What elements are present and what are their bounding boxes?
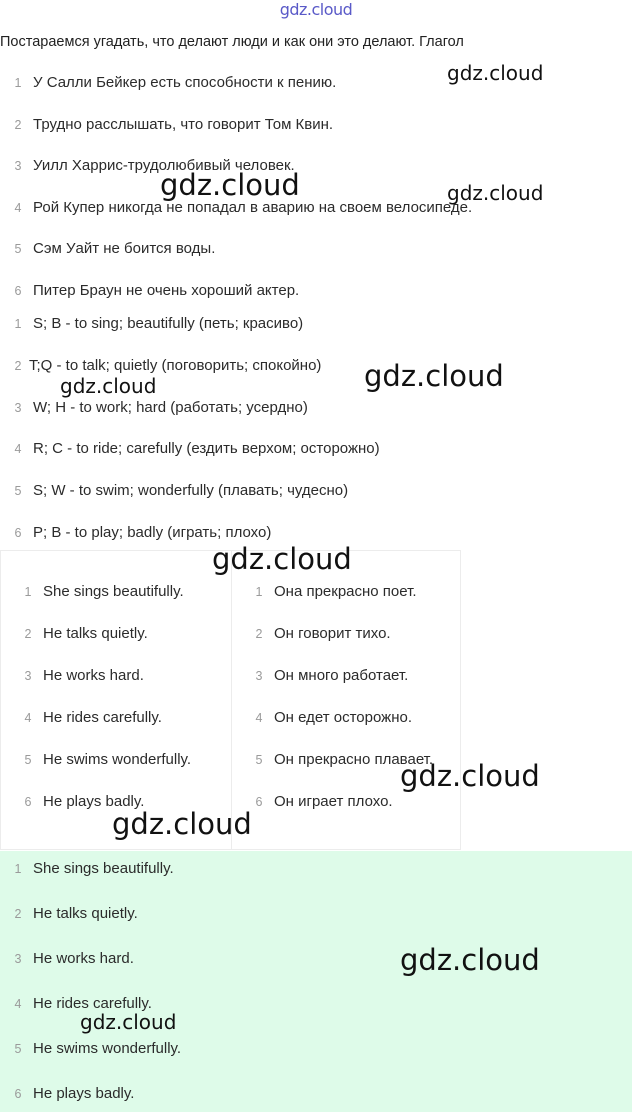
table-row <box>1 749 191 771</box>
item-number: 6 <box>14 284 22 298</box>
item-number: 6 <box>255 795 263 809</box>
list-item <box>0 1038 181 1060</box>
item-text: Сэм Уайт не боится воды. <box>33 240 216 257</box>
item-number: 5 <box>24 753 32 767</box>
item-text: He works hard. <box>43 667 144 684</box>
watermark: gdz.cloud <box>447 61 544 85</box>
watermark: gdz.cloud <box>212 542 352 576</box>
item-number: 4 <box>14 997 22 1011</box>
table-row <box>1 665 144 687</box>
item-number: 3 <box>14 401 22 415</box>
watermark: gdz.cloud <box>400 759 540 793</box>
item-text: Рой Купер никогда не попадал в аварию на своем велосипеде. <box>33 199 473 216</box>
list-item <box>0 858 174 880</box>
watermark: gdz.cloud <box>447 181 544 205</box>
item-text: У Салли Бейкер есть способности к пению. <box>33 74 337 91</box>
item-text: He talks quietly. <box>43 625 148 642</box>
item-text: S; W - to swim; wonderfully (плавать; чудесно) <box>33 482 349 499</box>
watermark: gdz.cloud <box>112 807 252 841</box>
item-number: 3 <box>24 669 32 683</box>
watermark: gdz.cloud <box>60 374 157 398</box>
item-number: 6 <box>14 1087 22 1101</box>
watermark: gdz.cloud <box>400 943 540 977</box>
item-text: He swims wonderfully. <box>43 751 192 768</box>
item-text: R; C - to ride; carefully (ездить верхом; осторожно) <box>33 440 380 457</box>
item-number: 4 <box>14 442 22 456</box>
list-item <box>0 313 303 335</box>
item-number: 4 <box>24 711 32 725</box>
table-row <box>1 623 148 645</box>
list-item <box>0 397 308 419</box>
item-text: Трудно расслышать, что говорит Том Квин. <box>33 116 334 133</box>
item-text: W; H - to work; hard (работать; усердно) <box>33 399 308 416</box>
item-number: 1 <box>24 585 32 599</box>
item-text: He works hard. <box>33 950 134 967</box>
item-number: 5 <box>14 484 22 498</box>
item-text: Уилл Харрис-трудолюбивый человек. <box>33 157 295 174</box>
item-text: Он много работает. <box>274 667 409 684</box>
item-text: Он едет осторожно. <box>274 709 412 726</box>
watermark: gdz.cloud <box>364 359 504 393</box>
item-text: She sings beautifully. <box>33 860 174 877</box>
russian-column <box>232 551 461 849</box>
table-row <box>232 791 393 813</box>
item-number: 2 <box>14 359 22 373</box>
list-item <box>0 903 138 925</box>
list-item <box>0 480 348 502</box>
item-number: 5 <box>14 1042 22 1056</box>
item-number: 2 <box>255 627 263 641</box>
item-text: She sings beautifully. <box>43 583 184 600</box>
list-item <box>0 72 336 94</box>
table-row <box>1 581 184 603</box>
table-row <box>232 665 408 687</box>
item-text: He swims wonderfully. <box>33 1040 182 1057</box>
item-text: He rides carefully. <box>33 995 152 1012</box>
item-number: 5 <box>14 242 22 256</box>
item-text: He plays badly. <box>43 793 145 810</box>
translation-table <box>0 550 461 850</box>
item-number: 3 <box>255 669 263 683</box>
item-text: Она прекрасно поет. <box>274 583 417 600</box>
item-number: 2 <box>24 627 32 641</box>
answer-block <box>0 851 632 1112</box>
table-row <box>1 707 162 729</box>
item-number: 3 <box>14 952 22 966</box>
table-row <box>232 623 391 645</box>
item-number: 1 <box>14 317 22 331</box>
item-number: 2 <box>14 118 22 132</box>
item-number: 3 <box>14 159 22 173</box>
watermark: gdz.cloud <box>80 1010 177 1034</box>
list-item <box>0 438 380 460</box>
item-text: Он говорит тихо. <box>274 625 391 642</box>
item-number: 6 <box>14 526 22 540</box>
table-row <box>232 581 417 603</box>
table-row <box>232 707 412 729</box>
item-number: 1 <box>14 862 22 876</box>
list-item <box>0 238 215 260</box>
item-number: 4 <box>255 711 263 725</box>
item-number: 5 <box>255 753 263 767</box>
item-text: He talks quietly. <box>33 905 138 922</box>
item-number: 4 <box>14 201 22 215</box>
item-text: Питер Браун не очень хороший актер. <box>33 282 300 299</box>
intro-text: Постараемся угадать, что делают люди и как они это делают. Глагол <box>0 34 464 50</box>
item-text: P; B - to play; badly (играть; плохо) <box>33 524 272 541</box>
item-text: Он прекрасно плавает. <box>274 751 434 768</box>
list-item <box>0 522 271 544</box>
list-item <box>0 1083 134 1105</box>
english-column <box>1 551 231 849</box>
item-text: Он играет плохо. <box>274 793 393 810</box>
item-text: He rides carefully. <box>43 709 162 726</box>
item-text: S; B - to sing; beautifully (петь; красиво) <box>33 315 304 332</box>
watermark: gdz.cloud <box>160 168 300 202</box>
list-item <box>0 355 321 377</box>
item-number: 6 <box>24 795 32 809</box>
list-item <box>0 280 299 302</box>
item-number: 1 <box>255 585 263 599</box>
item-text: He plays badly. <box>33 1085 135 1102</box>
watermark-top: gdz.cloud <box>279 0 353 19</box>
list-item <box>0 114 333 136</box>
list-item <box>0 948 134 970</box>
item-number: 1 <box>14 76 22 90</box>
item-text: T;Q - to talk; quietly (поговорить; спокойно) <box>29 357 322 374</box>
item-number: 2 <box>14 907 22 921</box>
